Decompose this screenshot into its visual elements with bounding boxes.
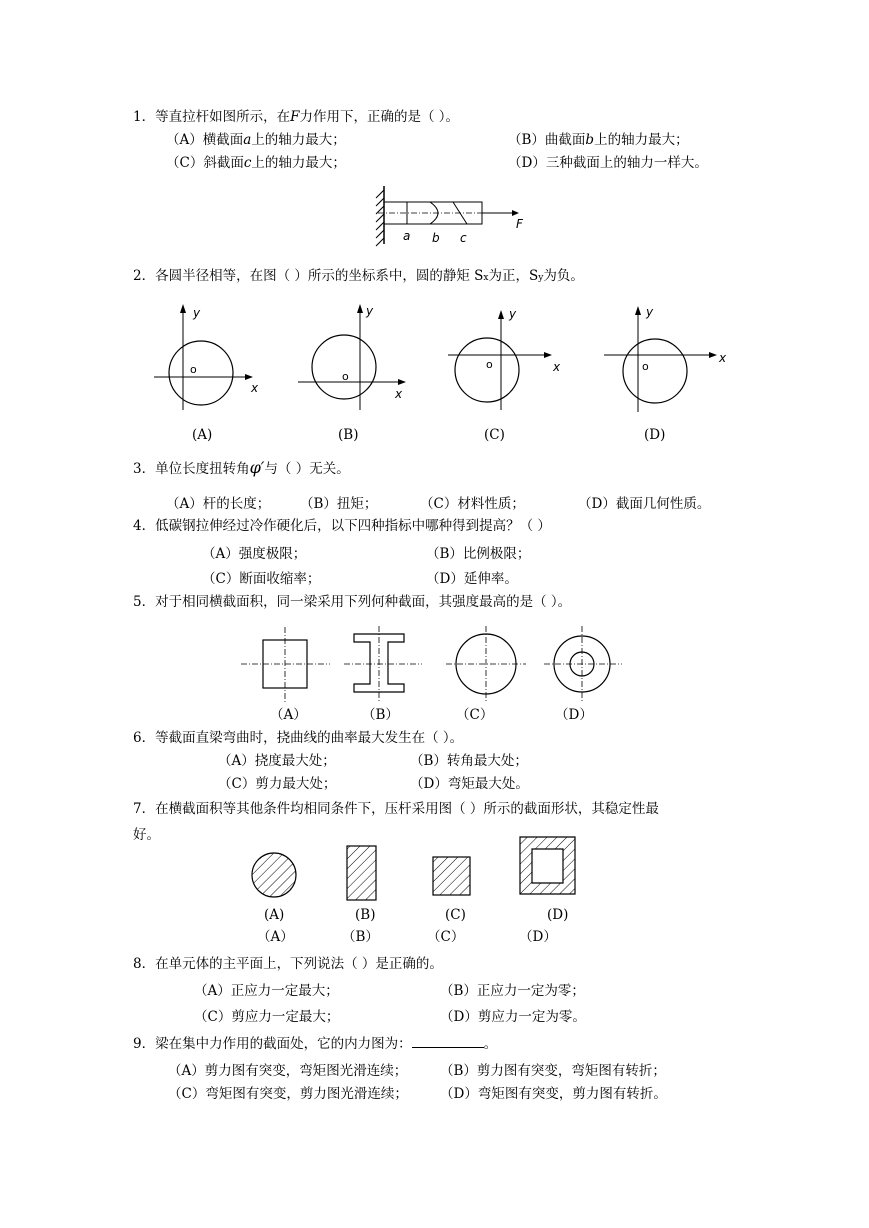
circle	[623, 339, 687, 403]
q3-option-a: （A）杆的长度；	[166, 496, 271, 512]
q8-option-a: （A）正应力一定最大；	[194, 983, 339, 999]
q2-figure-b	[296, 300, 411, 415]
q2-stem: 2．各圆半径相等，在图（ ）所示的坐标系中，圆的静矩 Sx为正，Sy为负。	[133, 268, 584, 284]
q7-caption-a: （A）	[257, 929, 294, 945]
q5-caption-d: （D）	[555, 707, 593, 723]
section-hollow-circle	[544, 626, 622, 702]
q8-option-c: （C）剪应力一定最大；	[194, 1009, 340, 1025]
q2-figure-d	[600, 300, 730, 415]
q4-option-b: （B）比例极限；	[426, 546, 531, 562]
q2-figure-a	[150, 300, 265, 415]
circle	[169, 341, 233, 405]
label-f: F	[516, 217, 523, 231]
circle	[312, 335, 376, 399]
q4-option-a: （A）强度极限；	[202, 546, 307, 562]
q7-stem-line1: 7．在横截面积等其他条件均相同条件下，压杆采用图（ ）所示的截面形状，其稳定性最	[133, 801, 659, 817]
q8-stem: 8．在单元体的主平面上，下列说法（ ）是正确的。	[133, 956, 443, 972]
q6-option-a: （A）挠度最大处；	[218, 753, 336, 769]
force-arrow-head	[512, 210, 519, 216]
y-arrow	[357, 304, 363, 313]
section-i-beam	[344, 626, 422, 702]
q5-caption-c: （C）	[456, 707, 494, 723]
q9-option-c: （C）弯矩图有突变，剪力图光滑连续；	[168, 1086, 408, 1102]
q2-caption-d: (D)	[644, 427, 666, 443]
q4-option-c: （C）断面收缩率；	[202, 571, 321, 587]
hatched-hollow-square	[520, 837, 575, 894]
origin-label: o	[190, 363, 197, 376]
section-circle	[446, 626, 526, 702]
q3-option-c: （C）材料性质；	[420, 496, 525, 512]
x-label: x	[553, 360, 561, 374]
answer-blank	[412, 1035, 484, 1048]
q2-caption-b: (B)	[338, 427, 359, 443]
wall-hatch	[376, 190, 384, 246]
x-arrow	[544, 352, 552, 358]
q5-sections-figure	[238, 624, 628, 704]
q1-option-c: （C）斜截面c上的轴力最大；	[166, 155, 346, 171]
q1-stem: 1．等直拉杆如图所示，在F力作用下，正确的是（ ）。	[133, 109, 460, 125]
section-square	[241, 627, 330, 702]
q4-option-d: （D）延伸率。	[426, 571, 518, 587]
x-label: x	[719, 351, 727, 365]
q7-fig-caption-c: (C)	[445, 907, 466, 923]
x-label: x	[395, 387, 403, 401]
q7-fig-caption-a: (A)	[264, 907, 285, 923]
hatched-circle	[252, 853, 296, 897]
q6-option-b: （B）转角最大处；	[410, 753, 528, 769]
y-label: y	[193, 306, 201, 320]
q9-option-d: （D）弯矩图有突变，剪力图有转折。	[440, 1086, 667, 1102]
q9-stem: 9．梁在集中力作用的截面处，它的内力图为： 。	[133, 1036, 498, 1052]
q7-sections-figure	[245, 832, 590, 902]
q1-bar-figure	[366, 182, 536, 250]
y-label: y	[366, 304, 374, 318]
q7-stem-line2: 好。	[133, 827, 160, 843]
q3-option-d: （D）截面几何性质。	[578, 496, 711, 512]
q7-fig-caption-b: (B)	[355, 907, 376, 923]
q6-option-d: （D）弯矩最大处。	[410, 776, 529, 792]
q2-caption-a: (A)	[192, 427, 213, 443]
y-arrow	[635, 306, 641, 315]
label-b: b	[432, 231, 440, 245]
x-arrow	[398, 379, 406, 385]
q8-option-d: （D）剪应力一定为零。	[440, 1009, 586, 1025]
x-arrow	[709, 352, 717, 358]
q1-option-b: （B）曲截面b上的轴力最大；	[508, 132, 689, 148]
label-c: c	[460, 231, 467, 245]
q5-caption-b: （B）	[362, 707, 399, 723]
origin-label: o	[486, 358, 493, 371]
q1-option-a: （A）横截面a上的轴力最大；	[166, 132, 346, 148]
q6-option-c: （C）剪力最大处；	[218, 776, 337, 792]
q1-option-d: （D）三种截面上的轴力一样大。	[508, 155, 708, 171]
hatched-tall-rect	[347, 846, 376, 900]
y-label: y	[509, 307, 517, 321]
x-label: x	[251, 381, 259, 395]
hatched-square	[433, 857, 470, 895]
q3-stem: 3．单位长度扭转角φ′与（ ）无关。	[133, 458, 350, 477]
q2-caption-c: (C)	[484, 427, 505, 443]
q9-option-a: （A）剪力图有突变，弯矩图光滑连续；	[168, 1063, 408, 1079]
q6-stem: 6．等截面直梁弯曲时，挠曲线的曲率最大发生在（ ）。	[133, 730, 464, 746]
q7-caption-b: （B）	[342, 929, 379, 945]
q2-figure-c	[442, 300, 567, 415]
q5-stem: 5．对于相同横截面积，同一梁采用下列何种截面，其强度最高的是（ ）。	[133, 594, 572, 610]
label-a: a	[403, 229, 411, 243]
q7-caption-c: （C）	[427, 929, 465, 945]
q8-option-b: （B）正应力一定为零；	[440, 983, 585, 999]
q7-fig-caption-d: (D)	[547, 907, 569, 923]
y-arrow	[180, 304, 186, 313]
y-label: y	[646, 305, 654, 319]
q3-option-b: （B）扭矩；	[300, 496, 378, 512]
q5-caption-a: （A）	[270, 707, 307, 723]
origin-label: o	[642, 360, 649, 373]
x-arrow	[245, 374, 253, 380]
q7-caption-d: （D）	[519, 929, 557, 945]
q9-option-b: （B）剪力图有突变，弯矩图有转折；	[440, 1063, 666, 1079]
y-arrow	[498, 310, 504, 319]
q4-stem: 4．低碳钢拉伸经过冷作硬化后，以下四种指标中哪种得到提高？（ ）	[133, 518, 551, 534]
origin-label: o	[342, 370, 349, 383]
